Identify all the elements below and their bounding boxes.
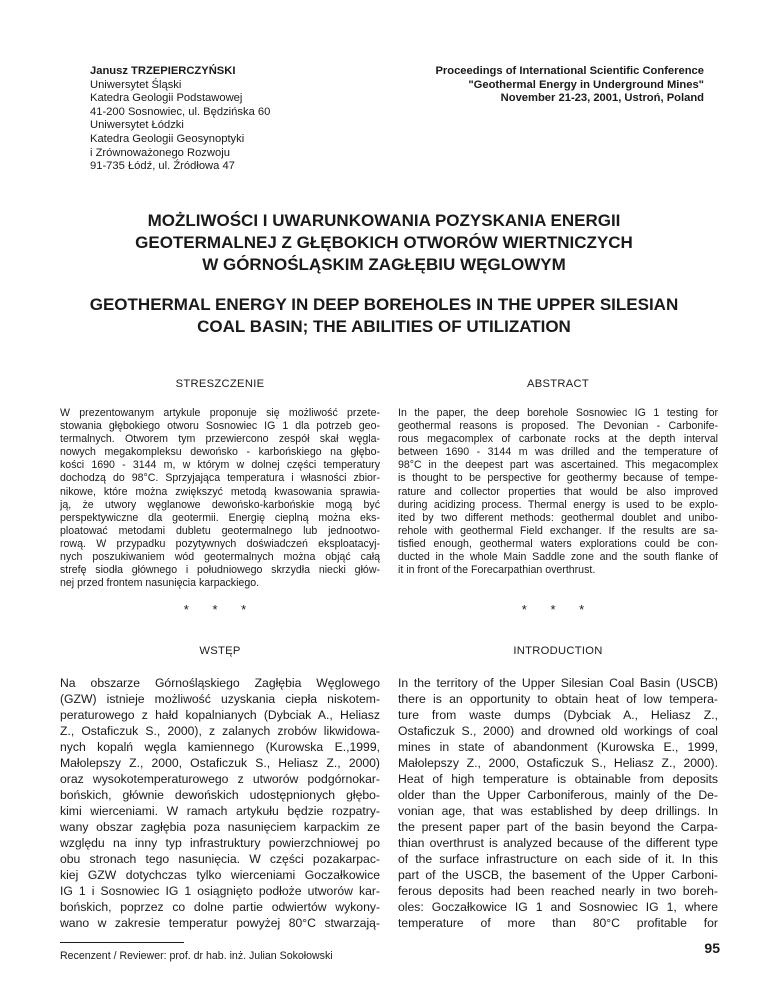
text-line: mines in state of abandonment (Kurowska E., 1999, [398,740,718,754]
text-line: oraz wysokotemperaturowego z utworów podgórnokar- [60,772,380,786]
text-line: ducted in the whole Main Saddle zone and the south flanke of [398,551,718,564]
text-line: it in front of the Forecarpathian overthrust. [398,564,596,577]
text-line: stowania głębokiego otworu Sosnowiec IG 1 dla potrzeb geo- [60,420,380,433]
conference-line: Proceedings of International Scientific Conference [435,65,704,77]
affiliation-line: Katedra Geologii Podstawowej [90,92,243,105]
text-line: W prezentowanym artykule proponuje się możliwość przete- [60,407,380,419]
text-line: Na obszarze Górnośląskiego Zagłębia Węglowego [60,676,380,690]
text-line: nych kopalń węgla kamiennego (Kurowska E.,1999, [60,740,380,754]
introduction-heading: INTRODUCTION [513,645,603,657]
text-line: In the territory of the Upper Silesian Coal Basin (USCB) [398,676,718,690]
title-line: COAL BASIN; THE ABILITIES OF UTILIZATION [197,317,571,336]
text-line: Heat of high temperature is obtainable from deposits [398,772,718,786]
wstep-heading: WSTĘP [199,645,241,657]
abstract-heading: ABSTRACT [526,378,590,390]
wstep-text [60,675,380,931]
text-line: dochodzą do 98°C. Sprzyjająca temperatura i własności zbior- [60,472,380,485]
text-line: between 1690 - 3144 m was drilled and the temperature of [398,446,718,459]
text-line: tisfied enough, geothermal waters explorations could be con- [398,537,718,550]
text-line: vonian age, that was established by deep drillings. In [398,804,718,818]
text-line: older than the Upper Carboniferous, mainly of the De- [398,788,718,802]
text-line: In the paper, the deep borehole Sosnowiec IG 1 testing for [398,407,718,419]
affiliation-line: Katedra Geologii Geosynoptyki [90,132,245,145]
affiliation-line: 41-200 Sosnowiec, ul. Będzińska 60 [90,105,271,118]
text-line: ited by two different methods: geothermal doublet and unibo- [398,511,718,524]
text-line: part of the USCB, the basement of the Upper Carboni- [398,868,718,882]
text-line: rową. W przypadku pozytywnych doświadczeń eksploatacyj- [60,537,380,550]
introduction-text [398,675,718,931]
text-line: there is an opportunity to obtain heat of low tempera- [398,692,718,706]
text-line: rehole with geothermal Field exchanger. If the results are sa- [398,524,718,537]
text-line: ture from waste dumps (Dybciak A., Heliasz Z., [398,708,718,722]
footnote-rule [60,942,184,943]
title-polish [60,210,708,276]
text-line: nikowe, które można zwiększyć metodą kwasowania sprawia- [60,485,380,498]
text-line: nowych megakompleksu dewońsko - karbońskiego na głębo- [60,446,380,459]
text-line: thian overthrust is analyzed because of the different type [398,836,718,850]
title-line: W GÓRNOŚLĄSKIM ZAGŁĘBIU WĘGLOWYM [202,255,566,274]
affiliation-line: Uniwersytet Śląski [90,78,182,91]
text-line: of the surface infrastructure on each side of it. In this [398,852,718,866]
title-line: GEOTERMALNEJ Z GŁĘBOKICH OTWORÓW WIERTNICZYCH [135,233,633,252]
section-separator: * * * [183,602,257,617]
text-line: IG 1 i Sosnowiec IG 1 osiągnięto podłoże utworów kar- [60,884,380,898]
text-line: peraturowego z hałd kopalnianych (Dybciak A., Heliasz [60,708,380,722]
text-line: bońskich, głównie dewońskich udostępnionych głębo- [60,788,380,802]
text-line: nej przed frontem nasunięcia karpackiego. [60,577,260,590]
text-line: 98°C in the deepest part was ascertained. This megacomplex [398,459,718,472]
text-line: kości 1690 - 3144 m, w którym w dolnej części temperatury [60,459,380,472]
title-line: MOŻLIWOŚCI I UWARUNKOWANIA POZYSKANIA ENERGII [147,211,621,230]
text-line: rous megacomplex of carbonate rocks at the depth interval [398,433,718,446]
title-line: GEOTHERMAL ENERGY IN DEEP BOREHOLES IN THE UPPER SILESIAN [89,295,679,314]
abstract-text [398,407,718,577]
affiliation-line: 91-735 Łódź, ul. Źródłowa 47 [90,160,235,173]
title-english [60,294,708,338]
affiliation-line: i Zrównoważonego Rozwoju [90,146,230,159]
text-line: is thought to be perspective for geothermy because of tempe- [398,472,718,485]
conference-line: November 21-23, 2001, Ustroń, Poland [500,92,704,105]
text-line: Z., Ostaficzuk S., 2000), z zalanych zrobów likwidowa- [60,724,380,738]
text-line: kimi wierceniami. W ramach artykułu będzie rozpatry- [60,804,380,818]
text-line: wano w zakresie temperatur powyżej 80°C stwarzają- [60,916,380,930]
author-affiliation-block [90,65,390,174]
text-line: ploatować metodami dubletu geotermalnego lub jednootwo- [60,524,380,537]
text-line: Małolepszy Z., 2000, Ostaficzuk S., Heliasz Z., 2000) [60,756,380,770]
text-line: Małolepszy Z., 2000, Ostaficzuk S., Heliasz Z., 2000). [398,756,718,770]
text-line: termalnych. Otworem tym przewiercono zespół skał węgla- [60,433,380,446]
author-name: Janusz TRZEPIERCZYŃSKI [90,65,236,77]
conference-line: "Geothermal Energy in Underground Mines" [468,78,704,91]
text-line: the present paper part of the basin beyond the Carpa- [398,820,718,834]
text-line: perspektywiczne dla geotermii. Energię cieplną można eks- [60,511,380,524]
text-line: bońskich, poprzez co dolne partie odwiertów wykony- [60,900,380,914]
text-line: geothermal reasons is proposed. The Devonian - Carbonife- [398,420,718,433]
affiliation-line: Uniwersytet Łódzki [90,119,184,132]
streszczenie-text [60,407,380,590]
text-line: oles: Goczałkowice IG 1 and Sosnowiec IG 1, where [398,900,718,914]
text-line: ją, że utwory węglanowe dewońsko-karbońskie mogą być [60,498,380,511]
text-line: strefę siodła głównego i południowego skrzydła niecki głów- [60,564,380,577]
text-line: Ostaficzuk S., 2000) and drowned old workings of coal [398,724,718,738]
text-line: ferous deposits had been reached nearly in two boreh- [398,884,718,898]
page-number: 95 [704,940,720,956]
text-line: temperature of more than 80°C profitable for [398,916,718,930]
text-line: during acidizing process. Thermal energy is used to be explo- [398,498,718,511]
text-line: rature and collector properties that would be also improved [398,485,718,498]
text-line: obu stronach tego nasunięcia. W części pozakarpac- [60,852,380,866]
text-line: nych poszukiwaniem wód geotermalnych można objąć całą [60,551,380,564]
conference-info [374,65,704,106]
text-line: względu na inny typ infrastruktury powierzchniowej po [60,836,380,850]
text-line: (GZW) istnieje możliwość uzyskania ciepła niskotem- [60,692,380,706]
reviewer-note: Recenzent / Reviewer: prof. dr hab. inż. Julian Sokołowski [60,950,333,962]
text-line: wany obszar zagłębia poza nasunięciem karpackim ze [60,820,380,834]
text-line: kiej GZW dotychczas tylko wierceniami Goczałkowice [60,868,380,882]
streszczenie-heading: STRESZCZENIE [175,378,265,390]
section-separator: * * * [521,602,595,617]
